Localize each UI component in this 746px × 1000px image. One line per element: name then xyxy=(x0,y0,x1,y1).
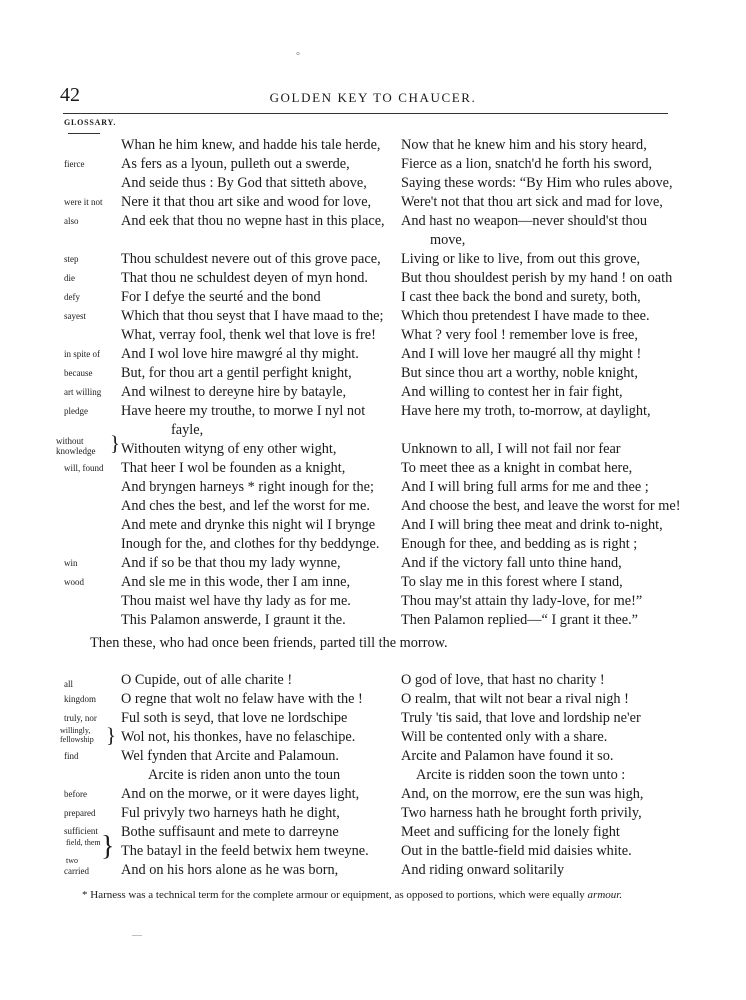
gloss-die: die xyxy=(64,273,75,283)
gloss-in-spite-of: in spite of xyxy=(64,349,100,359)
modern-line: Saying these words: “By Him who rules above, xyxy=(401,175,673,191)
modern-line: Have here my troth, to-morrow, at daylight, xyxy=(401,403,651,419)
original-line: And on the morwe, or it were dayes light, xyxy=(121,786,360,802)
gloss-find: find xyxy=(64,751,79,761)
footnote-text: * Harness was a technical term for the complete armour or equipment, as opposed to portions, which were equally xyxy=(82,889,585,901)
modern-line: Were't not that thou art sick and mad for love, xyxy=(401,194,663,210)
gloss-truly-nor: truly, nor xyxy=(64,713,97,723)
gloss-all: all xyxy=(64,679,73,689)
gloss-pledge: pledge xyxy=(64,406,88,416)
gloss-fierce: fierce xyxy=(64,159,85,169)
modern-line: Two harness hath he brought forth privily, xyxy=(401,805,642,821)
modern-line: Living or like to live, from out this grove, xyxy=(401,251,641,267)
original-line: And seide thus : By God that sitteth above, xyxy=(121,175,367,191)
modern-line: I cast thee back the bond and surety, both, xyxy=(401,289,641,305)
original-line: And ches the best, and lef the worst for me. xyxy=(121,498,370,514)
gloss-also: also xyxy=(64,216,79,226)
original-line: Bothe suffisaunt and mete to darreyne xyxy=(121,824,339,840)
gloss-brace: } xyxy=(101,831,115,862)
original-line: And if so be that thou my lady wynne, xyxy=(121,555,341,571)
gloss-field-them: field, them xyxy=(66,838,101,847)
original-line: Ful privyly two harneys hath he dight, xyxy=(121,805,340,821)
footnote xyxy=(64,888,674,903)
page-number: 42 xyxy=(60,84,80,106)
modern-line: And I will love her maugré all thy might ! xyxy=(401,346,642,362)
modern-line: Now that he knew him and his story heard, xyxy=(401,137,647,153)
modern-line: Enough for thee, and bedding as is right ; xyxy=(401,536,638,552)
modern-line: And riding onward solitarily xyxy=(401,862,565,878)
gloss-two: two xyxy=(66,856,78,865)
gloss-win: win xyxy=(64,558,78,568)
original-line: And sle me in this wode, ther I am inne, xyxy=(121,574,351,590)
original-line: And mete and drynke this night wil I brynge xyxy=(121,517,376,533)
prose-interlude: Then these, who had once been friends, parted till the morrow. xyxy=(90,635,448,651)
original-line: What, verray fool, thenk wel that love is fre! xyxy=(121,327,376,343)
gloss-step: step xyxy=(64,254,79,264)
modern-line: To slay me in this forest where I stand, xyxy=(401,574,623,590)
modern-line: To meet thee as a knight in combat here, xyxy=(401,460,633,476)
gloss-willingly-fellowship: willingly, fellowship xyxy=(60,726,94,744)
modern-line: O realm, that wilt not bear a rival nigh ! xyxy=(401,691,629,707)
original-line: Withouten wityng of eny other wight, xyxy=(121,441,337,457)
original-line: That heer I wol be founden as a knight, xyxy=(121,460,346,476)
original-line: And wilnest to dereyne hire by batayle, xyxy=(121,384,347,400)
modern-line: Fierce as a lion, snatch'd he forth his sword, xyxy=(401,156,653,172)
original-line: Nere it that thou art sike and wood for love, xyxy=(121,194,372,210)
page-speck: ° xyxy=(296,51,300,62)
gloss-brace: } xyxy=(106,723,117,747)
gloss-were-it-not: were it not xyxy=(64,197,103,207)
original-line: Inough for the, and clothes for thy beddynge. xyxy=(121,536,380,552)
original-line: That thou ne schuldest deyen of myn hond. xyxy=(121,270,368,286)
original-line: And I wol love hire mawgré al thy might. xyxy=(121,346,359,362)
original-line: The batayl in the feeld betwix hem tweyne. xyxy=(121,843,369,859)
modern-line-indented: Arcite is ridden soon the town unto : xyxy=(416,767,626,783)
original-line: O regne that wolt no felaw have with the ! xyxy=(121,691,363,707)
modern-line: Meet and sufficing for the lonely fight xyxy=(401,824,620,840)
original-line: Have heere my trouthe, to morwe I nyl not xyxy=(121,403,366,419)
original-line: Thou maist wel have thy lady as for me. xyxy=(121,593,351,609)
modern-line: O god of love, that hast no charity ! xyxy=(401,672,605,688)
gloss-wood: wood xyxy=(64,577,84,587)
gloss-because: because xyxy=(64,368,93,378)
modern-line: And choose the best, and leave the worst for me! xyxy=(401,498,681,514)
original-line: And bryngen harneys * right inough for the; xyxy=(121,479,374,495)
original-line: Ful soth is seyd, that love ne lordschipe xyxy=(121,710,348,726)
gloss-prepared: prepared xyxy=(64,808,96,818)
running-title: GOLDEN KEY TO CHAUCER. xyxy=(269,90,477,105)
gloss-will-found: will, found xyxy=(64,463,104,473)
gloss-sayest: sayest xyxy=(64,311,86,321)
modern-line: And if the victory fall unto thine hand, xyxy=(401,555,622,571)
modern-line: And I will bring full arms for me and thee ; xyxy=(401,479,649,495)
gloss-sufficient: sufficient xyxy=(64,826,98,836)
modern-line: Unknown to all, I will not fail nor fear xyxy=(401,441,621,457)
modern-line: And willing to contest her in fair fight, xyxy=(401,384,623,400)
gloss-defy: defy xyxy=(64,292,80,302)
original-line-continuation: fayle, xyxy=(171,422,204,438)
modern-line: What ? very fool ! remember love is free, xyxy=(401,327,638,343)
modern-line-continuation: move, xyxy=(430,232,466,248)
original-line: And on his hors alone as he was born, xyxy=(121,862,339,878)
modern-line: Will be contented only with a share. xyxy=(401,729,608,745)
modern-line: Thou may'st attain thy lady-love, for me!” xyxy=(401,593,643,609)
glossary-heading-rule xyxy=(68,133,100,134)
modern-line: And I will bring thee meat and drink to-night, xyxy=(401,517,663,533)
original-line: For I defye the seurté and the bond xyxy=(121,289,321,305)
original-line: O Cupide, out of alle charite ! xyxy=(121,672,293,688)
original-line: Wel fynden that Arcite and Palamoun. xyxy=(121,748,340,764)
original-line: Whan he him knew, and hadde his tale herde, xyxy=(121,137,381,153)
original-line: As fers as a lyoun, pulleth out a swerde, xyxy=(121,156,350,172)
modern-line: Truly 'tis said, that love and lordship ne'er xyxy=(401,710,641,726)
modern-line: And, on the morrow, ere the sun was high, xyxy=(401,786,644,802)
modern-line: And hast no weapon—never should'st thou xyxy=(401,213,647,229)
original-line: This Palamon answerde, I graunt it the. xyxy=(121,612,346,628)
modern-line: But since thou art a worthy, noble knight, xyxy=(401,365,638,381)
header-rule xyxy=(63,113,668,114)
original-line-indented: Arcite is riden anon unto the toun xyxy=(148,767,341,783)
original-line: Which that thou seyst that I have maad to the; xyxy=(121,308,384,324)
gloss-without-knowledge: without knowledge xyxy=(56,436,96,456)
modern-line: Out in the battle-field mid daisies white. xyxy=(401,843,632,859)
gloss-before: before xyxy=(64,789,87,799)
modern-line: Then Palamon replied—“ I grant it thee.” xyxy=(401,612,639,628)
original-line: Thou schuldest nevere out of this grove pace, xyxy=(121,251,381,267)
original-line: And eek that thou no wepne hast in this place, xyxy=(121,213,385,229)
footnote-emphasis: armour. xyxy=(587,889,623,901)
glossary-heading: GLOSSARY. xyxy=(64,118,117,127)
gloss-brace: } xyxy=(110,431,121,455)
modern-line: Arcite and Palamon have found it so. xyxy=(401,748,614,764)
gloss-kingdom: kingdom xyxy=(64,694,97,704)
original-line: Wol not, his thonkes, have no felaschipe. xyxy=(121,729,356,745)
gloss-carried: carried xyxy=(64,866,89,876)
modern-line: Which thou pretendest I have made to thee. xyxy=(401,308,650,324)
modern-line: But thou shouldest perish by my hand ! on oath xyxy=(401,270,673,286)
gloss-art-willing: art willing xyxy=(64,387,102,397)
original-line: But, for thou art a gentil perfight knight, xyxy=(121,365,352,381)
page-mark: — xyxy=(132,930,142,941)
